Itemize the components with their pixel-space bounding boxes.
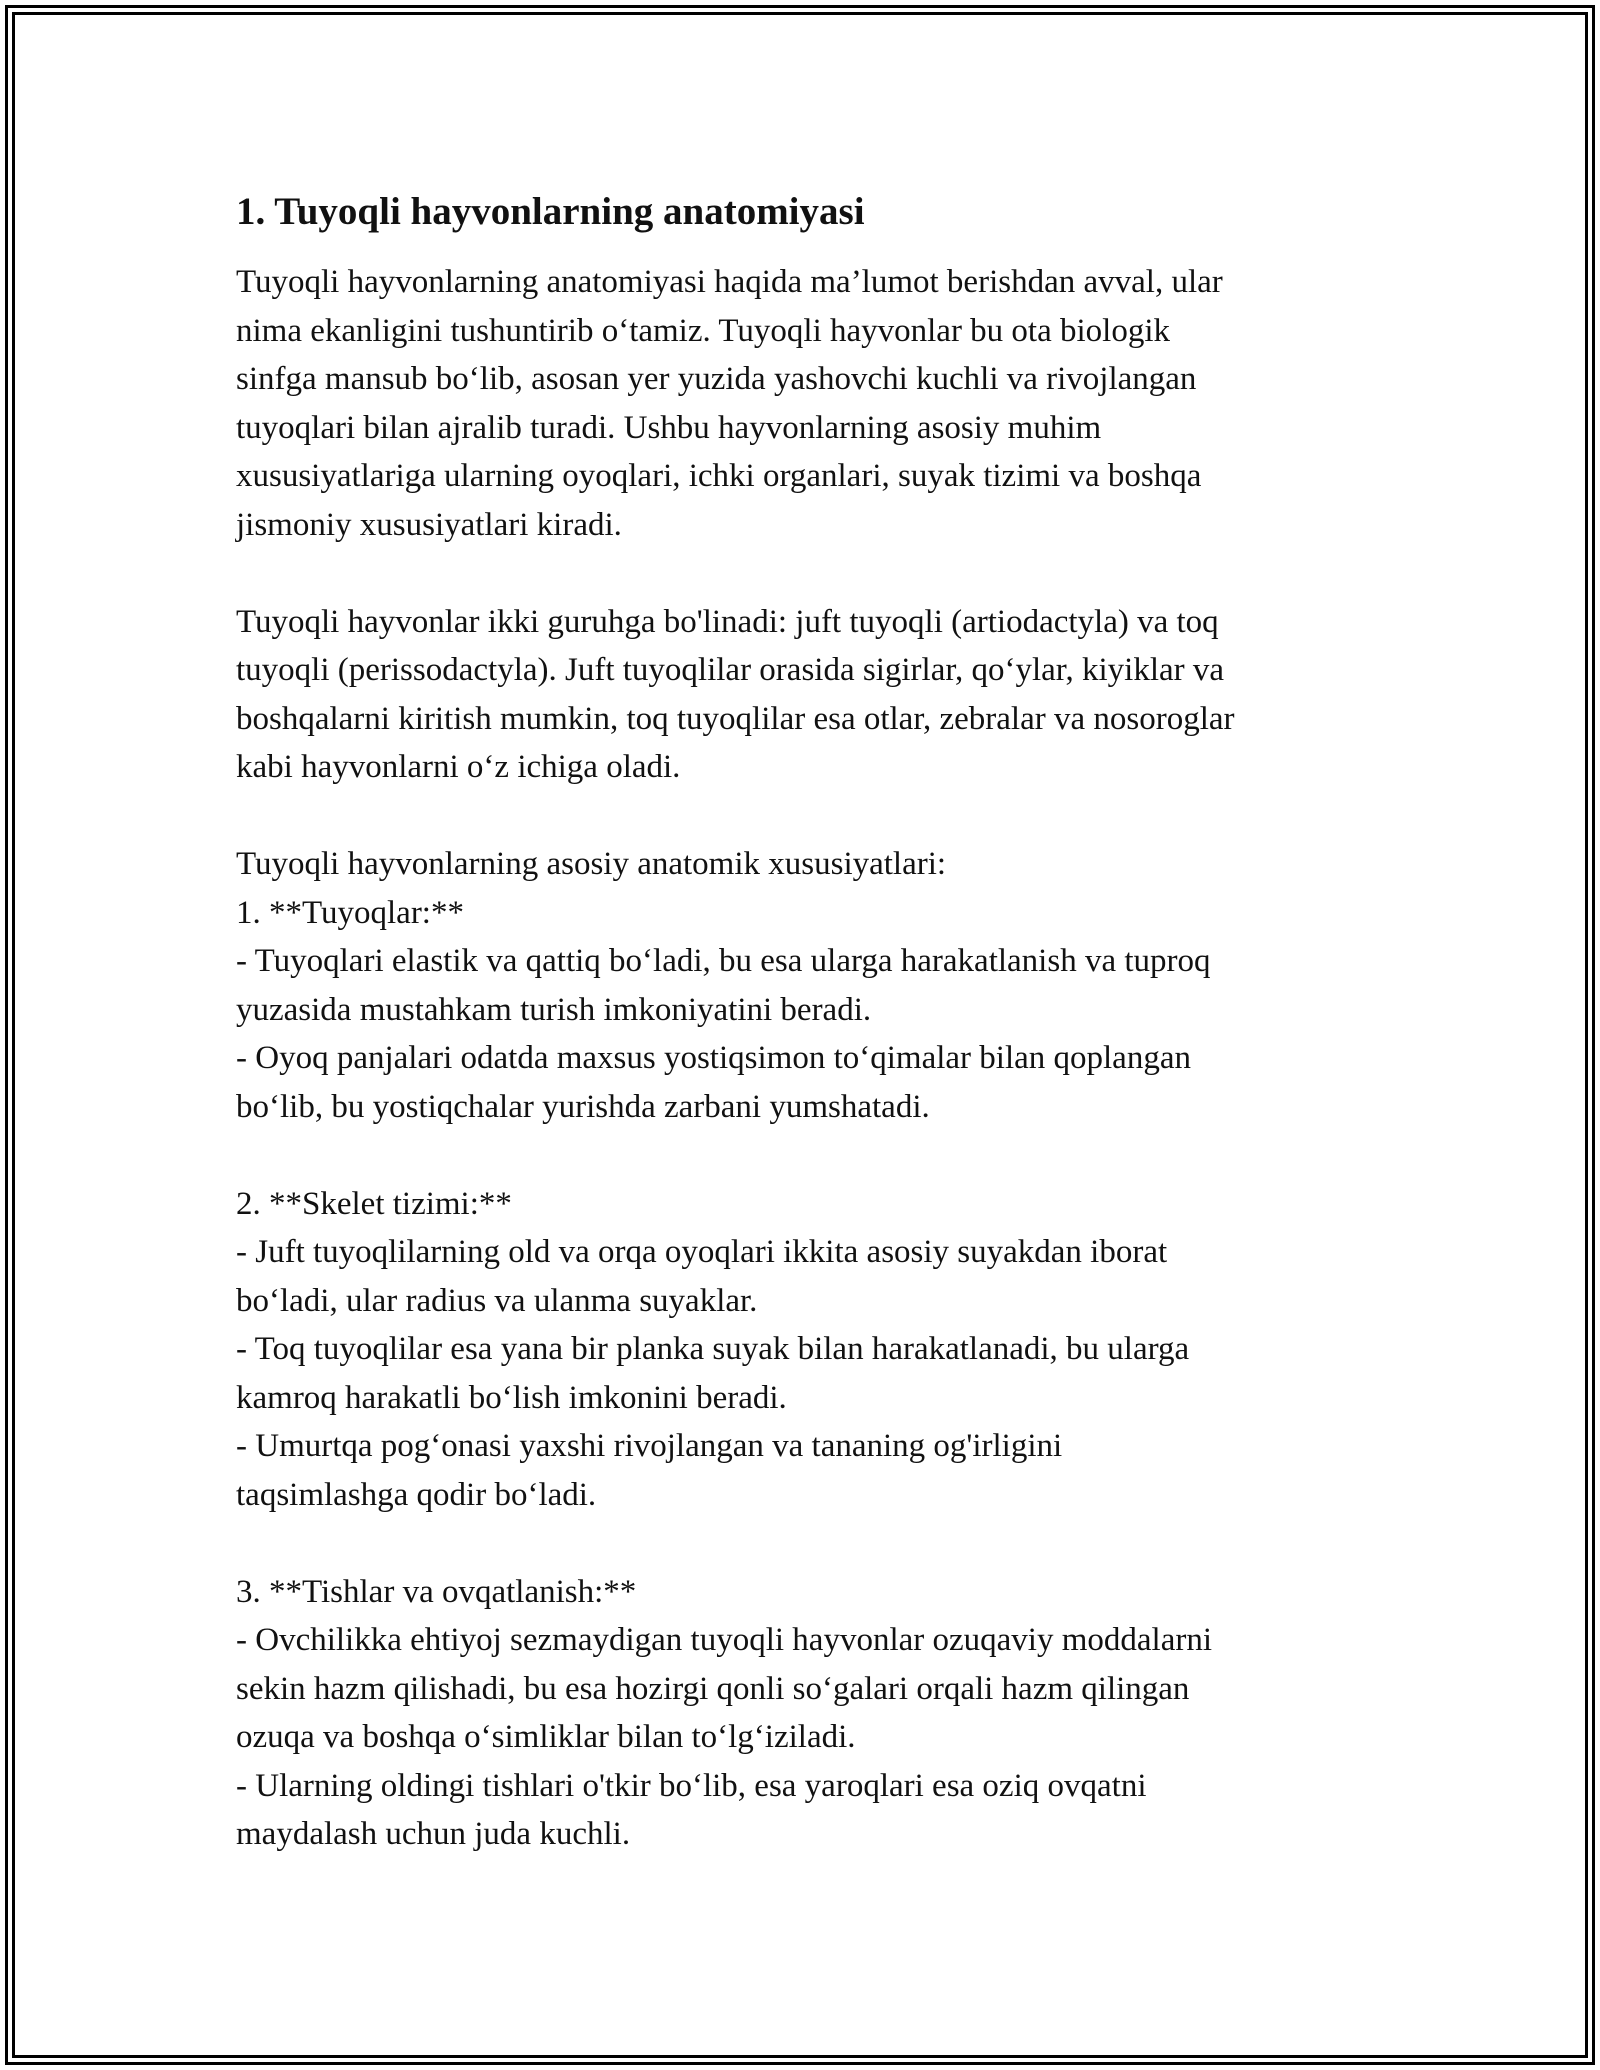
paragraph-gap — [236, 1131, 1376, 1180]
intro-paragraph: Tuyoqli hayvonlarning anatomiyasi haqida ma’lumot berishdan avval, ular nima ekanligini tushuntirib o‘tamiz. Tuyoqli hayvonlar bu ota biologik sinfga mansub bo‘lib, asosan yer yuzida yashovchi kuchli va rivojlangan tuyoqlari bilan ajralib turadi. Ushbu hayvonlarning asosiy muhim xususiyatlariga ularning oyoqlari, ichki organlari, suyak tizimi va boshqa jismoniy xususiyatlari kiradi. — [236, 264, 1223, 543]
features-heading: Tuyoqli hayvonlarning asosiy anatomik xususiyatlari: — [236, 846, 947, 882]
paragraph-gap — [236, 549, 1376, 598]
document-page — [236, 184, 1376, 1859]
paragraph-gap — [236, 1519, 1376, 1568]
section-hooves: 1. **Tuyoqlar:** - Tuyoqlari elastik va qattiq bo‘ladi, bu esa ularga harakatlanish va tuproq yuzasida mustahkam turish imkoniyatini beradi. - Oyoq panjalari odatda maxsus yostiqsimon to‘qimalar bilan qoplangan bo‘lib, bu yostiqchalar yurishda zarbani yumshatadi. — [236, 894, 1211, 1125]
paragraph-gap — [236, 792, 1376, 841]
document-title: 1. Tuyoqli hayvonlarning anatomiyasi — [236, 190, 865, 233]
section-skeleton: 2. **Skelet tizimi:** - Juft tuyoqlilarning old va orqa oyoqlari ikkita asosiy suyakdan iborat bo‘ladi, ular radius va ulanma suyaklar. - Toq tuyoqlilar esa yana bir planka suyak bilan harakatlanadi, bu ularga kamroq harakatli bo‘lish imkonini beradi. - Umurtqa pog‘onasi yaxshi rivojlangan va tananing og'irligini taqsimlashga qodir bo‘ladi. — [236, 1185, 1190, 1513]
groups-paragraph: Tuyoqli hayvonlar ikki guruhga bo'linadi: juft tuyoqli (artiodactyla) va toq tuyoqli (perissodactyla). Juft tuyoqlilar orasida sigirlar, qo‘ylar, kiyiklar va boshqalarni kiritish mumkin, toq tuyoqlilar esa otlar, zebralar va nosoroglar kabi hayvonlarni o‘z ichiga oladi. — [236, 603, 1235, 785]
section-teeth-feeding: 3. **Tishlar va ovqatlanish:** - Ovchilikka ehtiyoj sezmaydigan tuyoqli hayvonlar ozuqaviy moddalarni sekin hazm qilishadi, bu esa hozirgi qonli so‘galari orqali hazm qilingan ozuqa va boshqa o‘simliklar bilan to‘lg‘iziladi. - Ularning oldingi tishlari o'tkir bo‘lib, esa yaroqlari esa oziq ovqatni maydalash uchun juda kuchli. — [236, 1573, 1212, 1852]
